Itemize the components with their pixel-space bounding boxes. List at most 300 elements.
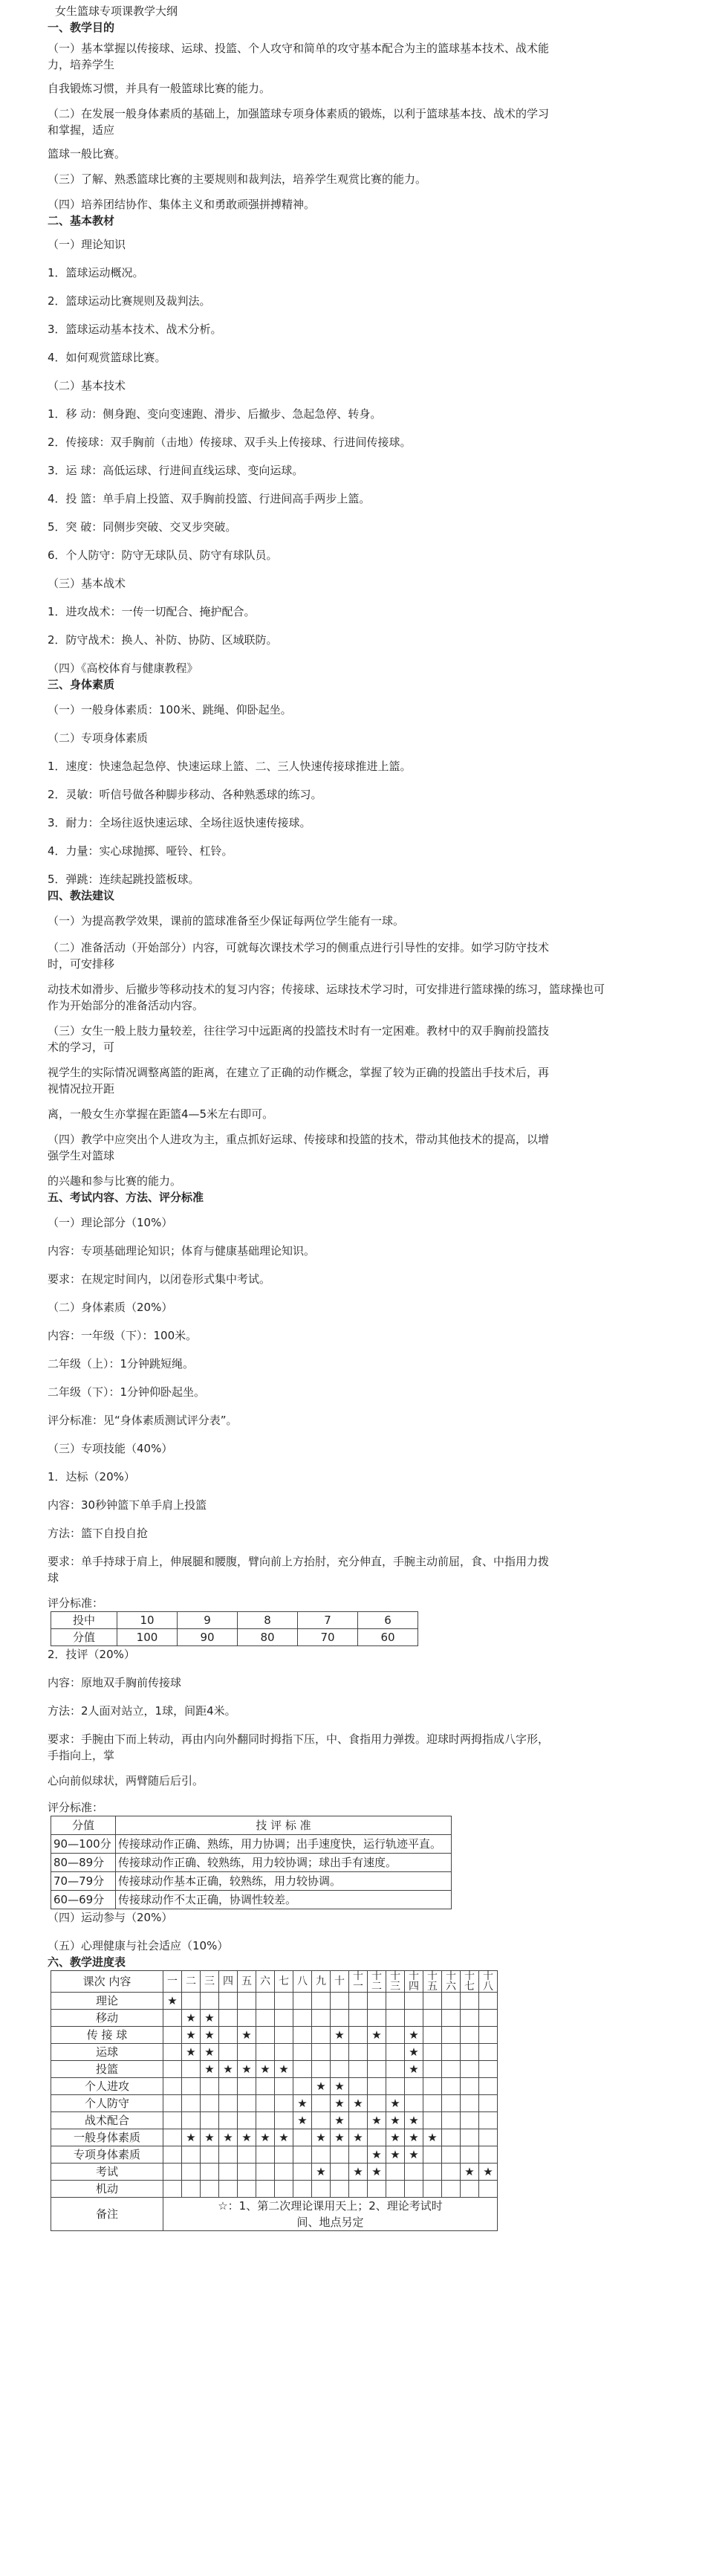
list-item: 2．防守战术：换人、补防、协防、区域联防。 [48, 633, 278, 647]
week-header: 六 [256, 1971, 275, 1993]
empty-cell [349, 2078, 368, 2095]
star-mark: ★ [182, 2010, 201, 2027]
empty-cell [331, 2181, 349, 2198]
empty-cell [238, 1993, 256, 2010]
empty-cell [349, 2181, 368, 2198]
empty-cell [368, 2078, 386, 2095]
empty-cell [405, 1993, 423, 2010]
list-item: 1．速度：快速急起急停、快速运球上篮、二、三人快速传接球推进上篮。 [48, 760, 412, 773]
score-cell: 6 [358, 1612, 418, 1629]
week-header: 十四 [405, 1971, 423, 1993]
empty-cell [461, 2146, 479, 2164]
score-cell: 7 [298, 1612, 358, 1629]
empty-cell [442, 2010, 461, 2027]
empty-cell [238, 2095, 256, 2112]
star-mark: ★ [331, 2112, 349, 2129]
empty-cell [238, 2146, 256, 2164]
s1-p2b: 和掌握，适应 [48, 123, 115, 137]
criteria-header-row [51, 1816, 452, 1835]
empty-cell [423, 2095, 442, 2112]
empty-cell [386, 2078, 405, 2095]
star-mark: ★ [219, 2129, 238, 2146]
star-mark: ★ [312, 2164, 331, 2181]
week-header: 十五 [423, 1971, 442, 1993]
empty-cell [163, 2061, 182, 2078]
empty-cell [423, 2164, 442, 2181]
star-mark: ★ [201, 2044, 219, 2061]
s2-theory-list [48, 265, 686, 366]
criteria-score: 60—69分 [51, 1891, 116, 1909]
progress-row-label: 机动 [51, 2181, 163, 2198]
section-1-heading: 一、教学目的 [48, 21, 115, 34]
criteria-text: 传接球动作基本正确，较熟练，用力较协调。 [116, 1872, 452, 1891]
progress-row-label: 运球 [51, 2044, 163, 2061]
section-3-heading: 三、身体素质 [48, 678, 115, 691]
star-mark: ★ [405, 2129, 423, 2146]
s5-fit-head: （二）身体素质（20%） [48, 1301, 173, 1314]
empty-cell [368, 1993, 386, 2010]
empty-cell [461, 2129, 479, 2146]
progress-row [51, 2061, 498, 2078]
week-header: 十八 [479, 1971, 498, 1993]
empty-cell [256, 1993, 275, 2010]
week-header: 七 [275, 1971, 293, 1993]
empty-cell [163, 2010, 182, 2027]
empty-cell [201, 2164, 219, 2181]
empty-cell [368, 2044, 386, 2061]
s4-p2b: 时，可安排移 [48, 957, 115, 971]
progress-row [51, 2181, 498, 2198]
s5-skill2-method: 方法：2人面对站立，1球，间距4米。 [48, 1704, 236, 1718]
empty-cell [479, 2112, 498, 2129]
empty-cell [275, 2010, 293, 2027]
progress-row-label: 个人防守 [51, 2095, 163, 2112]
empty-cell [293, 2129, 312, 2146]
progress-corner: 课次 内容 [51, 1971, 163, 1993]
s4-p2c: 动技术如滑步、后撤步等移动技术的复习内容；传接球、运球技术学习时，可安排进行篮球操的练习，篮球操也可 [48, 983, 605, 996]
progress-row-label: 移动 [51, 2010, 163, 2027]
empty-cell [275, 2095, 293, 2112]
empty-cell [442, 2044, 461, 2061]
s2-tech-list [48, 406, 686, 563]
empty-cell [182, 2078, 201, 2095]
star-mark: ★ [293, 2095, 312, 2112]
empty-cell [423, 2044, 442, 2061]
star-mark: ★ [423, 2129, 442, 2146]
progress-row-label: 个人进攻 [51, 2078, 163, 2095]
s4-p2a: （二）准备活动（开始部分）内容，可就每次课技术学习的侧重点进行引导性的安排。如学习防守技术 [48, 941, 550, 954]
empty-cell [405, 2181, 423, 2198]
score-row-label: 投中 [51, 1612, 117, 1629]
empty-cell [163, 2164, 182, 2181]
star-mark: ★ [349, 2164, 368, 2181]
empty-cell [368, 2129, 386, 2146]
empty-cell [405, 2095, 423, 2112]
empty-cell [182, 2061, 201, 2078]
criteria-text: 传接球动作不太正确，协调性较差。 [116, 1891, 452, 1909]
notes-label: 备注 [51, 2198, 163, 2231]
week-header: 十二 [368, 1971, 386, 1993]
empty-cell [461, 2010, 479, 2027]
s5-skill1-content: 内容：30秒钟篮下单手肩上投篮 [48, 1498, 207, 1512]
empty-cell [479, 2181, 498, 2198]
empty-cell [349, 2112, 368, 2129]
list-item: 4．力量：实心球抛掷、哑铃、杠铃。 [48, 844, 233, 858]
empty-cell [331, 2146, 349, 2164]
list-item: 2．篮球运动比赛规则及裁判法。 [48, 294, 211, 308]
empty-cell [368, 2010, 386, 2027]
list-item: 4．如何观赏篮球比赛。 [48, 351, 166, 364]
s5-theory-content: 内容：专项基础理论知识；体育与健康基础理论知识。 [48, 1244, 316, 1258]
empty-cell [423, 2112, 442, 2129]
star-mark: ★ [479, 2164, 498, 2181]
s5-skill2-req-a: 要求：手腕由下而上转动，再由内向外翻同时拇指下压，中、食指用力弹拨。迎球时两拇指成八字形， [48, 1732, 550, 1746]
empty-cell [256, 2112, 275, 2129]
empty-cell [423, 2061, 442, 2078]
empty-cell [442, 2061, 461, 2078]
star-mark: ★ [368, 2112, 386, 2129]
empty-cell [386, 2044, 405, 2061]
star-mark: ★ [238, 2129, 256, 2146]
star-mark: ★ [461, 2164, 479, 2181]
empty-cell [275, 2112, 293, 2129]
empty-cell [461, 2044, 479, 2061]
s1-p1c: 自我锻炼习惯，并具有一般篮球比赛的能力。 [48, 82, 271, 95]
empty-cell [479, 1993, 498, 2010]
empty-cell [331, 2061, 349, 2078]
notes-row [51, 2198, 498, 2231]
star-mark: ★ [293, 2112, 312, 2129]
empty-cell [219, 2078, 238, 2095]
empty-cell [461, 2181, 479, 2198]
empty-cell [442, 2112, 461, 2129]
s4-p3c: 视学生的实际情况调整离篮的距离，在建立了正确的动作概念，掌握了较为正确的投篮出手技术后，再 [48, 1066, 550, 1079]
score-row-label: 分值 [51, 1629, 117, 1646]
empty-cell [386, 2061, 405, 2078]
star-mark: ★ [238, 2061, 256, 2078]
empty-cell [479, 2129, 498, 2146]
empty-cell [293, 2010, 312, 2027]
empty-cell [256, 2027, 275, 2044]
s5-skill1-req-b: 球 [48, 1571, 59, 1585]
star-mark: ★ [386, 2112, 405, 2129]
star-mark: ★ [201, 2010, 219, 2027]
s1-p2a: （二）在发展一般身体素质的基础上，加强篮球专项身体素质的锻炼，以利于篮球基本技、战术的学习 [48, 107, 550, 120]
s5-skill2-req-c: 心向前似球状，两臂随后后引。 [48, 1774, 204, 1787]
section-4-heading: 四、教法建议 [48, 889, 115, 902]
progress-row-label: 理论 [51, 1993, 163, 2010]
empty-cell [219, 2146, 238, 2164]
empty-cell [368, 2181, 386, 2198]
empty-cell [182, 1993, 201, 2010]
empty-cell [331, 2010, 349, 2027]
star-mark: ★ [386, 2129, 405, 2146]
empty-cell [331, 1993, 349, 2010]
empty-cell [201, 1993, 219, 2010]
empty-cell [163, 2112, 182, 2129]
s4-p3b: 术的学习，可 [48, 1041, 115, 1054]
score-cell: 90 [178, 1629, 238, 1646]
empty-cell [479, 2044, 498, 2061]
empty-cell [349, 2027, 368, 2044]
empty-cell [256, 2095, 275, 2112]
progress-row [51, 2044, 498, 2061]
empty-cell [201, 2112, 219, 2129]
progress-row-label: 投篮 [51, 2061, 163, 2078]
list-item: 5．突 破：同侧步突破、交叉步突破。 [48, 520, 237, 534]
star-mark: ★ [275, 2061, 293, 2078]
empty-cell [423, 1993, 442, 2010]
progress-row [51, 2146, 498, 2164]
star-mark: ★ [182, 2129, 201, 2146]
week-header: 九 [312, 1971, 331, 1993]
empty-cell [442, 2181, 461, 2198]
empty-cell [256, 2146, 275, 2164]
progress-row-label: 考试 [51, 2164, 163, 2181]
star-mark: ★ [256, 2129, 275, 2146]
star-mark: ★ [182, 2027, 201, 2044]
star-mark: ★ [386, 2146, 405, 2164]
star-mark: ★ [201, 2129, 219, 2146]
s5-part4: （四）运动参与（20%） [48, 1911, 173, 1924]
week-header: 十 [331, 1971, 349, 1993]
criteria-table [51, 1816, 452, 1909]
empty-cell [219, 2112, 238, 2129]
criteria-text: 传接球动作正确、熟练，用力协调；出手速度快，运行轨迹平直。 [116, 1835, 452, 1854]
star-mark: ★ [349, 2129, 368, 2146]
score-cell: 10 [117, 1612, 178, 1629]
star-mark: ★ [201, 2027, 219, 2044]
empty-cell [423, 2078, 442, 2095]
empty-cell [182, 2164, 201, 2181]
s5-fit-std: 评分标准：见“身体素质测试评分表”。 [48, 1414, 238, 1427]
empty-cell [479, 2061, 498, 2078]
star-mark: ★ [331, 2078, 349, 2095]
progress-header-row [51, 1971, 498, 1993]
empty-cell [461, 2078, 479, 2095]
empty-cell [349, 2044, 368, 2061]
week-header: 四 [219, 1971, 238, 1993]
section-6-heading: 六、教学进度表 [48, 1955, 126, 1969]
criteria-head-score: 分值 [51, 1816, 116, 1835]
progress-row [51, 2027, 498, 2044]
empty-cell [386, 2027, 405, 2044]
empty-cell [479, 2010, 498, 2027]
criteria-score: 70—79分 [51, 1872, 116, 1891]
empty-cell [293, 2181, 312, 2198]
s4-p4a: （四）教学中应突出个人进攻为主，重点抓好运球、传接球和投篮的技术，带动其他技术的提高，以增 [48, 1133, 550, 1146]
empty-cell [163, 2027, 182, 2044]
star-mark: ★ [275, 2129, 293, 2146]
week-header: 八 [293, 1971, 312, 1993]
star-mark: ★ [405, 2061, 423, 2078]
empty-cell [386, 2164, 405, 2181]
empty-cell [331, 2164, 349, 2181]
progress-row [51, 2095, 498, 2112]
empty-cell [238, 2010, 256, 2027]
list-item: 4．投 篮：单手肩上投篮、双手胸前投篮、行进间高手两步上篮。 [48, 492, 371, 505]
doc-title: 女生篮球专项课教学大纲 [55, 4, 178, 18]
empty-cell [219, 2181, 238, 2198]
score-cell: 60 [358, 1629, 418, 1646]
s5-skill2-content: 内容：原地双手胸前传接球 [48, 1676, 182, 1689]
empty-cell [442, 2164, 461, 2181]
empty-cell [182, 2112, 201, 2129]
empty-cell [423, 2181, 442, 2198]
empty-cell [461, 1993, 479, 2010]
criteria-row [51, 1872, 452, 1891]
week-header: 三 [201, 1971, 219, 1993]
s5-skill2-req-b: 手指向上，掌 [48, 1749, 115, 1762]
empty-cell [238, 2181, 256, 2198]
empty-cell [479, 2095, 498, 2112]
star-mark: ★ [368, 2164, 386, 2181]
s4-p3d: 视情况拉开距 [48, 1082, 115, 1096]
empty-cell [238, 2044, 256, 2061]
progress-row [51, 2010, 498, 2027]
empty-cell [423, 2027, 442, 2044]
progress-row [51, 2164, 498, 2181]
empty-cell [201, 2078, 219, 2095]
section-2-heading: 二、基本教材 [48, 214, 115, 227]
empty-cell [293, 2078, 312, 2095]
empty-cell [349, 2146, 368, 2164]
empty-cell [293, 1993, 312, 2010]
empty-cell [201, 2146, 219, 2164]
progress-row-label: 战术配合 [51, 2112, 163, 2129]
empty-cell [275, 2146, 293, 2164]
empty-cell [442, 2027, 461, 2044]
empty-cell [386, 1993, 405, 2010]
empty-cell [386, 2010, 405, 2027]
empty-cell [368, 2061, 386, 2078]
progress-row [51, 1993, 498, 2010]
empty-cell [479, 2078, 498, 2095]
s5-crit-label: 评分标准： [48, 1801, 104, 1814]
empty-cell [163, 2095, 182, 2112]
empty-cell [331, 2044, 349, 2061]
star-mark: ★ [386, 2095, 405, 2112]
s1-p1b: 力，培养学生 [48, 58, 115, 71]
empty-cell [201, 2095, 219, 2112]
star-mark: ★ [256, 2061, 275, 2078]
star-mark: ★ [405, 2044, 423, 2061]
progress-table [51, 1970, 498, 2231]
empty-cell [461, 2027, 479, 2044]
week-header: 十六 [442, 1971, 461, 1993]
star-mark: ★ [331, 2027, 349, 2044]
section-5-heading: 五、考试内容、方法、评分标准 [48, 1191, 204, 1204]
empty-cell [312, 2027, 331, 2044]
empty-cell [163, 2181, 182, 2198]
s1-p3: （三）了解、熟悉篮球比赛的主要规则和裁判法，培养学生观赏比赛的能力。 [48, 172, 427, 186]
empty-cell [219, 2027, 238, 2044]
empty-cell [349, 2010, 368, 2027]
s5-skill1-method: 方法：篮下自投自抢 [48, 1527, 149, 1540]
star-mark: ★ [405, 2112, 423, 2129]
score-row-points [51, 1629, 418, 1646]
week-header: 十三 [386, 1971, 405, 1993]
s5-fit-1: 内容：一年级（下）：100米。 [48, 1329, 198, 1342]
star-mark: ★ [182, 2044, 201, 2061]
empty-cell [201, 2181, 219, 2198]
s5-skill-head: （三）专项技能（40%） [48, 1442, 173, 1455]
empty-cell [349, 2061, 368, 2078]
empty-cell [275, 2078, 293, 2095]
empty-cell [256, 2078, 275, 2095]
s5-skill1-req-a: 要求：单手持球于肩上，伸展腿和腰腹，臂向前上方抬肘，充分伸直，手腕主动前屈，食、中指用力拨 [48, 1555, 550, 1568]
score-cell: 100 [117, 1629, 178, 1646]
s4-p4c: 的兴趣和参与比赛的能力。 [48, 1174, 182, 1188]
empty-cell [386, 2181, 405, 2198]
empty-cell [275, 2027, 293, 2044]
progress-row-label: 专项身体素质 [51, 2146, 163, 2164]
s2-theory-head: （一）理论知识 [48, 238, 126, 251]
empty-cell [368, 2095, 386, 2112]
s2-tactic-list [48, 603, 686, 648]
star-mark: ★ [163, 1993, 182, 2010]
document [48, 0, 686, 2231]
empty-cell [442, 1993, 461, 2010]
empty-cell [423, 2010, 442, 2027]
criteria-score: 90—100分 [51, 1835, 116, 1854]
s5-score-label: 评分标准： [48, 1596, 104, 1610]
empty-cell [405, 2164, 423, 2181]
notes-text: ☆：1、第二次理论课用天上；2、理论考试时间、地点另定 [163, 2198, 498, 2231]
empty-cell [442, 2146, 461, 2164]
empty-cell [312, 2095, 331, 2112]
star-mark: ★ [331, 2129, 349, 2146]
progress-row [51, 2112, 498, 2129]
progress-row [51, 2078, 498, 2095]
s5-part5: （五）心理健康与社会适应（10%） [48, 1939, 229, 1952]
empty-cell [461, 2095, 479, 2112]
empty-cell [461, 2112, 479, 2129]
s2-tactic-head: （三）基本战术 [48, 577, 126, 590]
list-item: 3．篮球运动基本技术、战术分析。 [48, 323, 222, 336]
empty-cell [256, 2010, 275, 2027]
s2-tech-head: （二）基本技术 [48, 379, 126, 392]
score-cell: 70 [298, 1629, 358, 1646]
empty-cell [312, 2112, 331, 2129]
s4-p1: （一）为提高教学效果，课前的篮球准备至少保证每两位学生能有一球。 [48, 914, 405, 928]
empty-cell [275, 2164, 293, 2181]
progress-row-label: 传 接 球 [51, 2027, 163, 2044]
empty-cell [312, 2010, 331, 2027]
s2-extra: （四）《高校体育与健康教程》 [48, 661, 198, 675]
empty-cell [405, 2078, 423, 2095]
empty-cell [256, 2044, 275, 2061]
empty-cell [442, 2095, 461, 2112]
list-item: 3．耐力：全场往返快速运球、全场往返快速传接球。 [48, 816, 311, 829]
week-header: 十一 [349, 1971, 368, 1993]
s3-special-head: （二）专项身体素质 [48, 731, 149, 745]
empty-cell [182, 2095, 201, 2112]
s5-fit-2: 二年级（上）：1分钟跳短绳。 [48, 1357, 195, 1370]
list-item: 6．个人防守：防守无球队员、防守有球队员。 [48, 548, 278, 562]
s5-skill2-head: 2．技评（20%） [48, 1648, 135, 1661]
empty-cell [293, 2061, 312, 2078]
empty-cell [275, 2181, 293, 2198]
empty-cell [349, 1993, 368, 2010]
s3-items-list [48, 758, 686, 887]
empty-cell [312, 2181, 331, 2198]
star-mark: ★ [368, 2027, 386, 2044]
empty-cell [238, 2164, 256, 2181]
score-table [51, 1611, 418, 1646]
list-item: 2．传接球：双手胸前（击地）传接球、双手头上传接球、行进间传接球。 [48, 436, 412, 449]
empty-cell [256, 2181, 275, 2198]
